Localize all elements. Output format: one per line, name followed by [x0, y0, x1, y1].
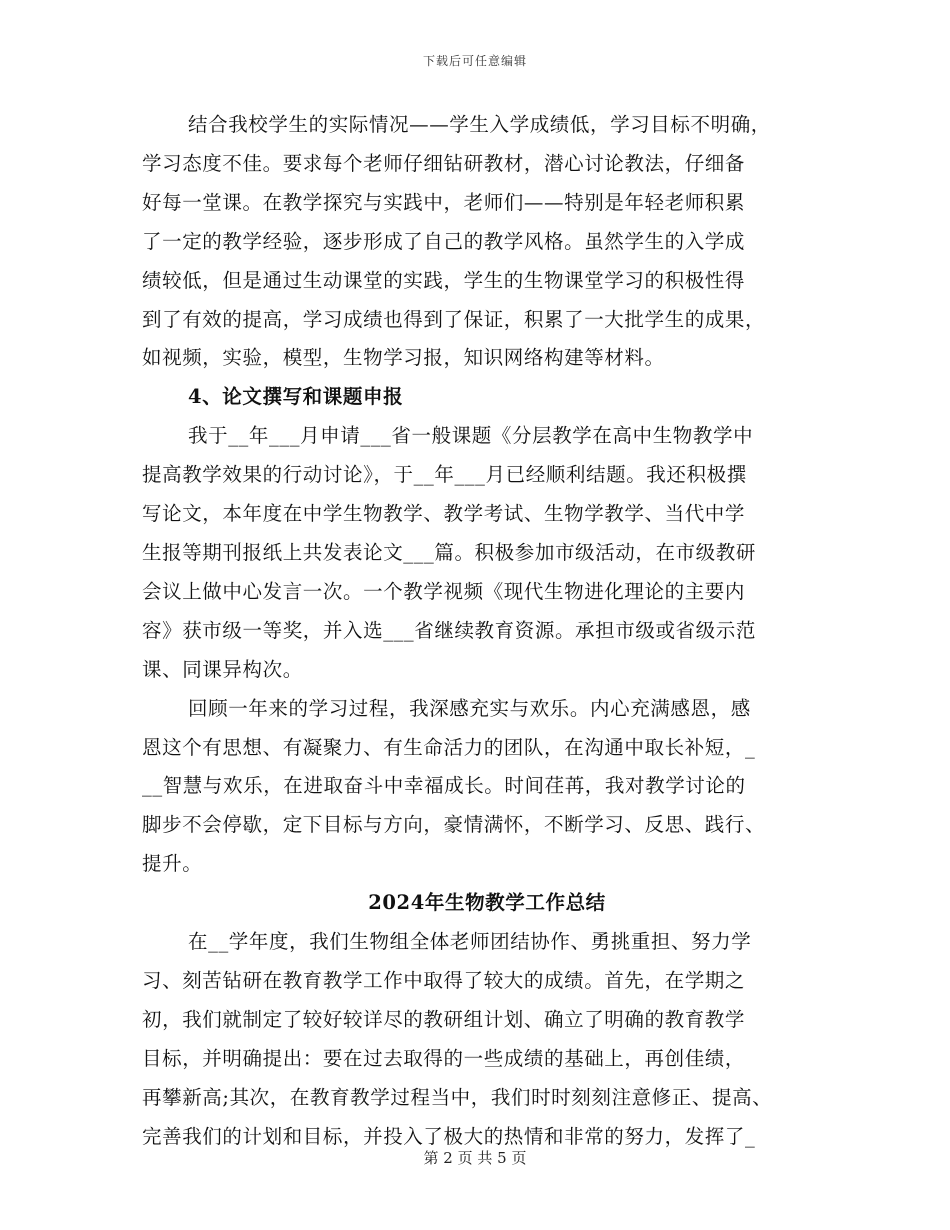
text-line: 回顾一年来的学习过程，我深感充实与欢乐。内心充满感恩，感 [188, 696, 751, 720]
paragraph-teaching-practice [142, 106, 812, 378]
section-heading-papers: 4、论文撰写和课题申报 [188, 385, 404, 409]
text-line: 好每一堂课。在教学探究与实践中，老师们——特别是年轻老师积累 [142, 190, 746, 214]
paragraph-review [142, 690, 812, 885]
text-line: 习、刻苦钻研在教育教学工作中取得了较大的成绩。首先，在学期之 [142, 968, 746, 992]
text-line: 在__学年度，我们生物组全体老师团结协作、勇挑重担、努力学 [188, 930, 752, 954]
paragraph-summary-intro [142, 923, 812, 1156]
text-line: 完善我们的计划和目标，并投入了极大的热情和非常的努力，发挥了_ [142, 1124, 756, 1148]
text-line: 写论文，本年度在中学生物教学、教学考试、生物学教学、当代中学 [142, 502, 746, 526]
text-line: 恩这个有思想、有凝聚力、有生命活力的团队，在沟通中取长补短，_ [142, 735, 756, 759]
page-header: 下载后可任意编辑 [422, 54, 527, 68]
text-line: 课、同课异构次。 [142, 657, 303, 681]
text-line: 生报等期刊报纸上共发表论文___篇。积极参加市级活动，在市级教研 [142, 540, 756, 564]
text-line: 我于__年___月申请___省一般课题《分层教学在高中生物教学中 [188, 424, 754, 448]
text-line: 目标，并明确提出：要在过去取得的一些成绩的基础上，再创佳绩， [142, 1046, 746, 1070]
text-line: 到了有效的提高，学习成绩也得到了保证，积累了一大批学生的成果， [142, 307, 766, 331]
text-line: 容》获市级一等奖，并入选___省继续教育资源。承担市级或省级示范 [142, 618, 756, 642]
text-line: 初，我们就制定了较好较详尽的教研组计划、确立了明确的教育教学 [142, 1007, 746, 1031]
text-line: 脚步不会停歇，定下目标与方向，豪情满怀，不断学习、反思、践行、 [142, 813, 766, 837]
text-line: 再攀新高;其次，在教育教学过程当中，我们时时刻刻注意修正、提高、 [142, 1085, 773, 1109]
text-line: 如视频，实验，模型，生物学习报，知识网络构建等材料。 [142, 346, 665, 370]
page-footer: 第 2 页 共 5 页 [423, 1149, 527, 1167]
text-line: 了一定的教学经验，逐步形成了自己的教学风格。虽然学生的入学成 [142, 229, 746, 253]
text-line: 提升。 [142, 852, 203, 876]
text-line: 学习态度不佳。要求每个老师仔细钻研教材，潜心讨论教法，仔细备 [142, 151, 746, 175]
document-title: 2024年生物教学工作总结 [368, 891, 606, 915]
text-line: 绩较低，但是通过生动课堂的实践，学生的生物课堂学习的积极性得 [142, 268, 746, 292]
text-line: 提高教学效果的行动讨论》，于__年___月已经顺利结题。我还积极撰 [142, 463, 747, 487]
text-line: 结合我校学生的实际情况——学生入学成绩低，学习目标不明确， [188, 113, 771, 136]
text-line: __智慧与欢乐，在进取奋斗中幸福成长。时间荏苒，我对教学讨论的 [142, 774, 746, 798]
document-body [142, 106, 812, 1156]
text-line: 会议上做中心发言一次。一个教学视频《现代生物进化理论的主要内 [142, 579, 746, 603]
paragraph-papers-projects [142, 417, 812, 689]
